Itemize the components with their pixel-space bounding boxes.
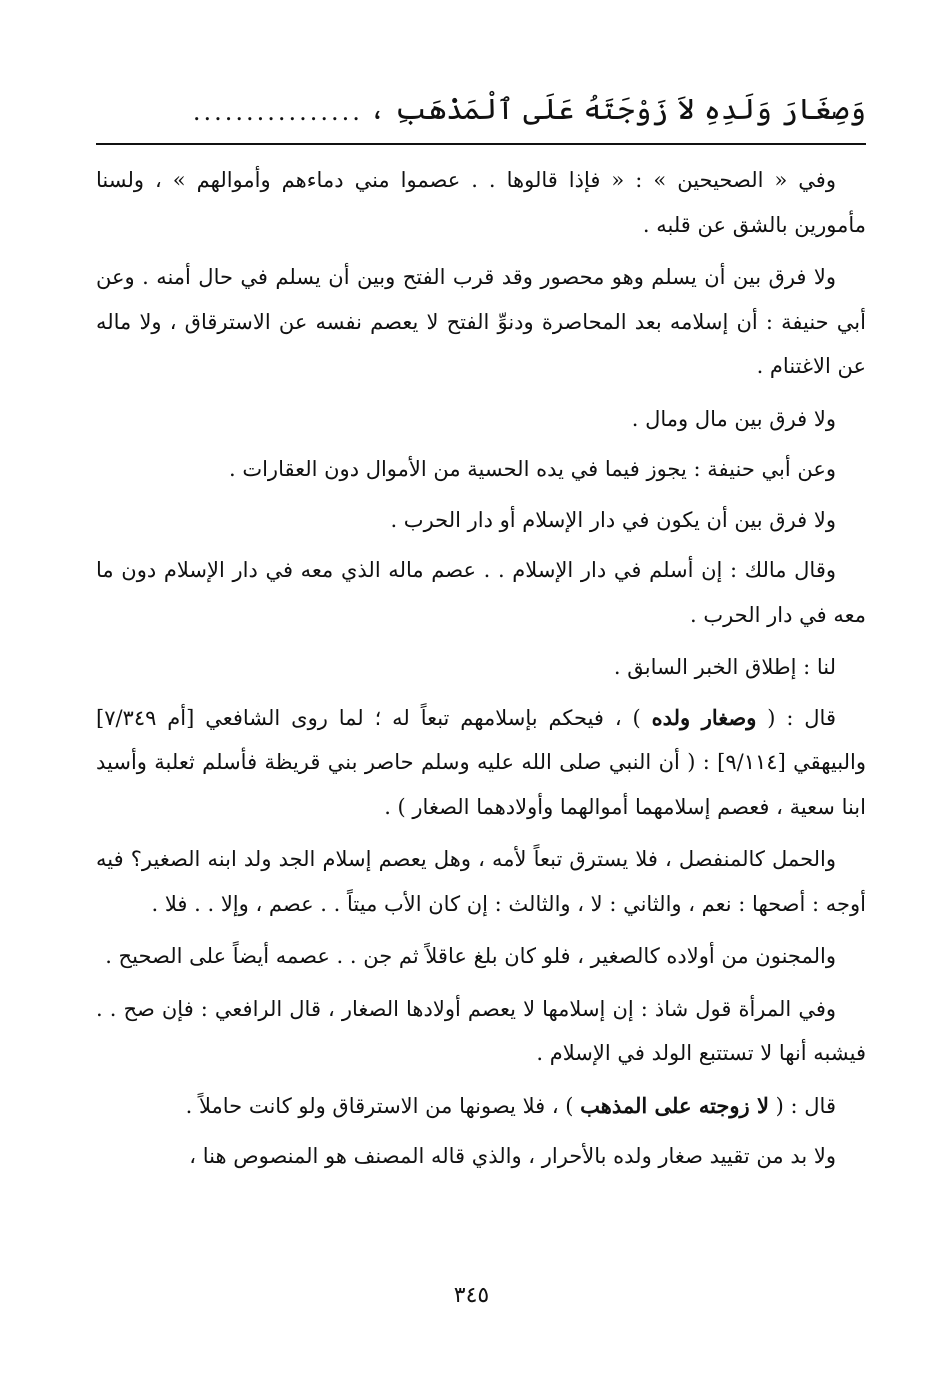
paragraph-sahihain: وفي « الصحيحين » : « فإذا قالوها . . عصموا مني دماءهم وأموالهم » ، ولسنا مأمورين بالشق عن قلبه . (96, 168, 866, 237)
paragraph-no-difference-besieged: ولا فرق بين أن يسلم وهو محصور وقد قرب الفتح وبين أن يسلم في حال أمنه . وعن أبي حنيفة : أن إسلامه بعد المحاصرة ودنوِّ الفتح لا يعصم نفسه عن الاسترقاق ، ولا ماله عن الاغتنام . (96, 265, 866, 378)
paragraph-fetus-grandfather: والحمل كالمنفصل ، فلا يسترق تبعاً لأمه ، وهل يعصم إسلام الجد ولد ابنه الصغير؟ فيه أوجه : أصحها : نعم ، والثاني : لا ، والثالث : إن كان الأب ميتاً . . عصم ، وإلا . . فلا . (96, 847, 866, 916)
paragraph-free-children: ولا بد من تقييد صغار ولده بالأحرار ، والذي قاله المصنف هو المنصوص هنا ، (189, 1144, 836, 1168)
page-number: ٣٤٥ (453, 1283, 490, 1308)
paragraph-abu-hanifa-movables: وعن أبي حنيفة : يجوز فيما في يده الحسية من الأموال دون العقارات . (228, 457, 836, 481)
matn-open: قال : ( (756, 705, 836, 730)
matn-commentary: ) ، فلا يصونها من الاسترقاق ولو كانت حاملاً . (185, 1093, 581, 1118)
paragraph-matn-small-children (96, 696, 866, 830)
running-header (96, 66, 866, 126)
header-rule (96, 143, 866, 145)
matn-open: قال : ( (769, 1093, 836, 1118)
paragraph-no-difference-property: ولا فرق بين مال ومال . (631, 406, 836, 431)
paragraph-insane-child: والمجنون من أولاده كالصغير ، فلو كان بلغ عاقلاً ثم جن . . عصمه أيضاً على الصحيح . (105, 944, 836, 968)
paragraph-malik-opinion: وقال مالك : إن أسلم في دار الإسلام . . عصم ماله الذي معه في دار الإسلام دون ما معه في دار الحرب . (96, 558, 866, 627)
matn-commentary: ) ، فيحكم بإسلامهم تبعاً له ؛ لما روى الشافعي [أم ٧/٣٤٩] والبيهقي [٩/١١٤] : ( أن النبي صلى الله عليه وسلم حاصر بني قريظة فأسلم ثعلبة وأسيد ابنا سعية ، فعصم إسلامهما أموالهما وأولادهما الصغار ) . (96, 705, 866, 819)
leader-dots: ................ (192, 98, 363, 126)
paragraph-woman-opinion: وفي المرأة قول شاذ : إن إسلامها لا يعصم أولادها الصغار ، قال الرافعي : فإن صح . . فيشبه أنها لا تستتبع الولد في الإسلام . (96, 996, 866, 1065)
running-title: وَصِغَارَ وَلَدِهِ لاَ زَوْجَتَهُ عَلَى ٱلْمَذْهَبِ ، (368, 92, 866, 126)
main-text (96, 158, 866, 1185)
paragraph-matn-wife (96, 1084, 866, 1129)
matn-quote-small-children: وصغار ولده (651, 704, 757, 730)
matn-quote-wife: لا زوجته على المذهب (580, 1092, 769, 1118)
paragraph-our-evidence: لنا : إطلاق الخبر السابق . (613, 655, 836, 679)
paragraph-no-difference-territory: ولا فرق بين أن يكون في دار الإسلام أو دار الحرب . (390, 507, 836, 532)
